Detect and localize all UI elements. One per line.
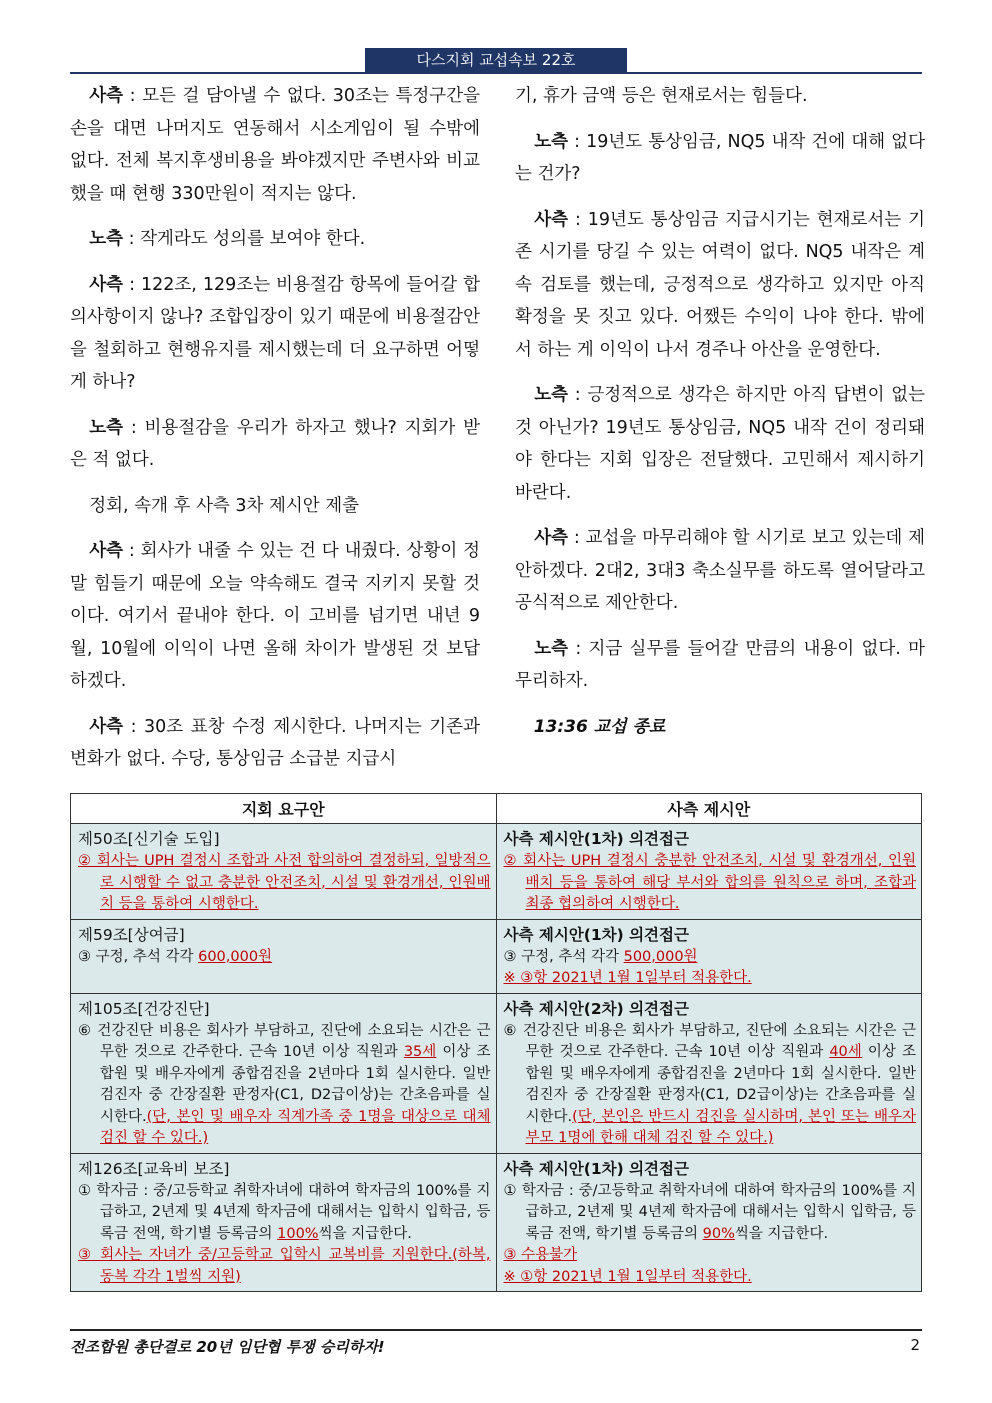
paragraph	[515, 633, 925, 698]
highlighted-text: (단, 본인 및 배우자 직계가족 중 1명을 대상으로 대체 검진 할 수 있다.)	[100, 1108, 491, 1146]
paragraph-text: : 긍정적으로 생각은 하지만 아직 답변이 없는 것 아닌가? 19년도 통상임금, NQ5 내작 건이 정리돼야 한다는 지회 입장은 전달했다. 고민해서 제시하기 바란다.	[515, 385, 925, 503]
left-column	[70, 80, 480, 789]
clause-item	[504, 1181, 917, 1246]
union-demand-cell	[71, 1153, 497, 1292]
continued-paragraph: 기, 휴가 금액 등은 현재로서는 힘들다.	[515, 86, 808, 106]
clause-item	[78, 947, 491, 969]
proposal-heading: 사측 제시안(2차) 의견접근	[503, 999, 689, 1018]
clause-text: 씩을 지급한다.	[734, 1225, 829, 1242]
clause-text: ③ 구정, 추석 각각	[503, 948, 624, 965]
company-proposal-header: 사측 제시안	[496, 794, 922, 824]
highlighted-text: ③ 회사는 자녀가 중/고등학교 입학시 교복비를 지원한다.(하복, 동복 각각 1벌씩 지원)	[78, 1247, 491, 1285]
clause-text: ③ 구정, 추석 각각	[78, 948, 199, 965]
highlighted-text: 35세	[403, 1044, 437, 1060]
paragraph-text: : 19년도 통상임금, NQ5 내작 건에 대해 없다는 건가?	[515, 131, 925, 184]
highlighted-text: (단, 본인은 반드시 검진을 실시하며, 본인 또는 배우자 부모 1명에 한해 대체 검진 할 수 있다.)	[525, 1108, 916, 1146]
paragraph-text: : 19년도 통상임금 지급시기는 현재로서는 기존 시기를 당길 수 있는 여력이 없다. NQ5 내작은 계속 검토를 했는데, 긍정적으로 생각하고 있지만 아직 확정을 못 짓고 있다. 어쨌든 수익이 나야 한다. 밖에서 하는 게 이익이 나서 경주나 아산을 운영한다.	[515, 209, 925, 360]
speaker-label: 노측	[534, 385, 569, 405]
article-title: 제126조[교육비 보조]	[78, 1159, 230, 1178]
union-demand-cell	[71, 919, 497, 993]
paragraph-text: : 122조, 129조는 비용절감 항목에 들어갈 합의사항이지 않나? 조합입장이 있기 때문에 비용절감안을 철회하고 현행유지를 제시했는데 더 요구하면 어떻게 하나?	[70, 274, 480, 392]
clause-item	[78, 1021, 491, 1150]
paragraph-text: 정회, 속개 후 사측 3차 제시안 제출	[89, 495, 360, 516]
table-row	[71, 1153, 922, 1292]
speaker-label: 노측	[534, 638, 569, 659]
header-rule	[70, 72, 922, 74]
paragraph-text: : 모든 걸 담아낼 수 없다. 30조는 특정구간을 손을 대면 나머지도 연동해서 시소게임이 될 수밖에 없다. 전체 복지후생비용을 봐야겠지만 주변사와 비교했을 때 현행 330만원이 적지는 않다.	[70, 86, 480, 204]
clause-text: ① 학자금 : 중/고등학교 취학자녀에 대하여 학자금의 100%를 지급하고, 2년제 및 4년제 학자금에 대해서는 입학시 입학금, 등록금 전액, 학기별 등록금의	[503, 1182, 916, 1242]
union-demand-header: 지회 요구안	[71, 794, 497, 824]
table-row	[71, 993, 922, 1153]
page-number: 2	[910, 1336, 920, 1354]
speaker-label: 사측	[89, 274, 124, 295]
paragraph-text: : 30조 표창 수정 제시한다. 나머지는 기존과 변화가 없다. 수당, 통상임금 소급분 지급시	[70, 716, 480, 769]
paragraph-text: : 작게라도 성의를 보여야 한다.	[123, 229, 366, 249]
highlighted-text: ② 회사는 UPH 결정시 조합과 사전 합의하여 결정하되, 일방적으로 시행할 수 없고 충분한 안전조치, 시설 및 환경개선, 인원배치 등을 통하여 시행한다.	[78, 853, 491, 912]
highlighted-text: ※ ③항 2021년 1월 1일부터 적용한다.	[503, 970, 752, 986]
paragraph	[515, 522, 925, 620]
speaker-label: 노측	[534, 131, 569, 152]
speaker-label: 노측	[89, 229, 124, 249]
clause-text: ⑥ 건강진단 비용은 회사가 부담하고, 진단에 소요되는 시간은 근무한 것으로 간주한다. 근속 10년 이상 직원과	[78, 1022, 491, 1060]
paragraph	[70, 490, 480, 523]
clause-item	[504, 1245, 917, 1267]
clause-item	[504, 1267, 917, 1289]
session-end-note: 13:36 교섭 종료	[533, 716, 666, 737]
clause-item	[78, 851, 491, 916]
paragraph	[70, 223, 480, 256]
clause-item	[504, 968, 917, 990]
article-title: 제59조[상여금]	[78, 925, 185, 944]
speaker-label: 사측	[534, 209, 569, 230]
highlighted-text: 100%	[277, 1225, 319, 1242]
highlighted-text: ※ ①항 2021년 1월 1일부터 적용한다.	[503, 1268, 752, 1285]
newsletter-title: 다스지회 교섭속보 22호	[365, 48, 627, 73]
clause-item	[504, 947, 917, 969]
proposal-heading: 사측 제시안(1차) 의견접근	[503, 1159, 689, 1178]
article-title: 제50조[신기술 도입]	[78, 830, 220, 848]
proposal-heading: 사측 제시안(1차) 의견접근	[503, 830, 689, 848]
paragraph-text: : 비용절감을 우리가 하자고 했나? 지회가 받은 적 없다.	[70, 417, 480, 470]
clause-item	[78, 1181, 491, 1246]
clause-text: ⑥ 건강진단 비용은 회사가 부담하고, 진단에 소요되는 시간은 근무한 것으로 간주한다. 근속 10년 이상 직원과	[503, 1022, 916, 1060]
clause-text: 이상 조합원 및 배우자에게 종합검진을 2년마다 1회 실시한다. 일반 검진자 중 간장질환 판정자(C1, D2급이상)는 간초음파를 실시한다.	[525, 1044, 916, 1125]
paragraph	[70, 412, 480, 477]
paragraph	[70, 80, 480, 210]
company-proposal-cell	[496, 993, 922, 1153]
right-column	[515, 80, 925, 756]
paragraph	[70, 535, 480, 698]
speaker-label: 사측	[89, 716, 124, 737]
clause-item	[504, 1021, 917, 1150]
speaker-label: 노측	[89, 417, 124, 438]
proposal-heading: 사측 제시안(1차) 의견접근	[503, 925, 689, 944]
highlighted-text: 90%	[702, 1225, 735, 1242]
highlighted-text: 600,000원	[198, 948, 273, 965]
paragraph-text: : 지금 실무를 들어갈 만큼의 내용이 없다. 마무리하자.	[515, 638, 925, 691]
speaker-label: 사측	[89, 86, 124, 106]
clause-text: 씩을 지급한다.	[318, 1225, 412, 1242]
paragraph	[515, 379, 925, 509]
highlighted-text: 40세	[829, 1044, 862, 1060]
union-demand-cell	[71, 993, 497, 1153]
highlighted-text: ③ 수용불가	[503, 1247, 578, 1263]
table-header-row	[71, 794, 922, 824]
paragraph	[515, 204, 925, 367]
footer-rule	[70, 1329, 922, 1331]
clause-text: 이상 조합원 및 배우자에게 종합검진을 2년마다 1회 실시한다. 일반 검진자 중 간장질환 판정자(C1, D2급이상)는 간초음파를 실시한다.	[100, 1044, 491, 1125]
highlighted-text: 500,000원	[623, 948, 698, 965]
comparison-table	[70, 793, 922, 1292]
paragraph	[70, 269, 480, 399]
speaker-label: 사측	[89, 541, 124, 561]
table-row	[71, 824, 922, 920]
footer-slogan: 전조합원 총단결로 20년 임단협 투쟁 승리하자!	[70, 1338, 385, 1356]
clause-item	[78, 1245, 491, 1288]
company-proposal-cell	[496, 824, 922, 920]
paragraph	[70, 711, 480, 776]
clause-item	[504, 851, 917, 916]
speaker-label: 사측	[534, 528, 569, 548]
union-demand-cell	[71, 824, 497, 920]
right-paragraphs	[515, 126, 925, 698]
paragraph-text: : 교섭을 마무리해야 할 시기로 보고 있는데 제안하겠다. 2대2, 3대3 축소실무를 하도록 열어달라고 공식적으로 제안한다.	[515, 528, 925, 613]
company-proposal-cell	[496, 1153, 922, 1292]
paragraph	[515, 126, 925, 191]
company-proposal-cell	[496, 919, 922, 993]
paragraph-text: : 회사가 내줄 수 있는 건 다 내줬다. 상황이 정말 힘들기 때문에 오늘 약속해도 결국 지키지 못할 것이다. 여기서 끝내야 한다. 이 고비를 넘기면 내년 9월, 10월에 이익이 나면 올해 차이가 발생된 것 보답하겠다.	[70, 541, 480, 691]
highlighted-text: ② 회사는 UPH 결정시 충분한 안전조치, 시설 및 환경개선, 인원배치 등을 통하여 해당 부서와 합의를 원칙으로 하며, 조합과 최종 협의하여 시행한다.	[503, 853, 916, 912]
clause-text: ① 학자금 : 중/고등학교 취학자녀에 대하여 학자금의 100%를 지급하고, 2년제 및 4년제 학자금에 대해서는 입학시 입학금, 등록금 전액, 학기별 등록금의	[78, 1182, 491, 1242]
article-title: 제105조[건강진단]	[78, 999, 210, 1018]
table-row	[71, 919, 922, 993]
